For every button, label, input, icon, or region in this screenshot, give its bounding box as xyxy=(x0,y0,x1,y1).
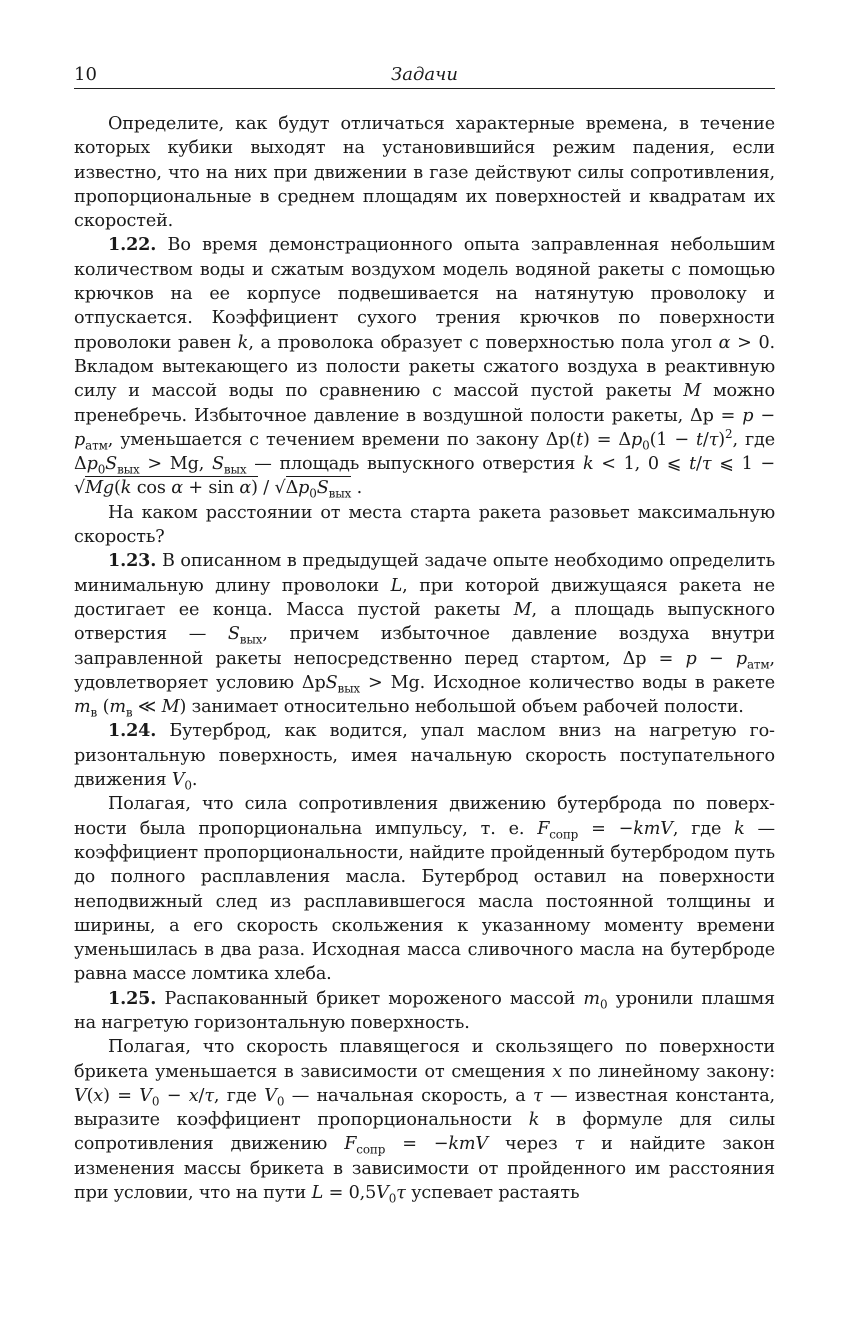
problem-number-1-25: 1.25. xyxy=(108,987,157,1009)
problem-1-25-body: Полагая, что скорость плавящегося и скользящего по поверхности брикета уменьшается в зависимости от смещения x по линейному закону: $V(x) = V_0 - x/\tau$, где $V_0$ — начальная скорость, а τ — известная константа, выразите коэффициент пропорциональности k в формуле для силы сопротивления движению $F_{сопр} = -kmV$ через τ и найдите закон изменения массы брикета в зависимости от пройденного им расстояния при условии, что на пути $L = 0,5V_0\tau$ успевает растаять xyxy=(74,1037,775,1206)
problem-1-22-question: На каком расстоянии от места старта ракета разовьет максимальную скорость? xyxy=(74,502,775,548)
problem-1-22 xyxy=(74,233,775,500)
page-number: 10 xyxy=(74,64,97,85)
page-header xyxy=(74,58,775,89)
page-body xyxy=(74,112,775,1205)
problem-number-1-23: 1.23. xyxy=(108,550,157,572)
problem-number-1-24: 1.24. xyxy=(108,720,157,742)
paragraph-1-21-end: Определите, как будут отличаться характерные времена, в течение которых кубики выходят на установившийся режим падения, если известно, что на них при движении в газе действуют силы сопротивления, пропорциональные в среднем площадям их поверхностей и квадратам их скоростей. xyxy=(74,114,775,232)
problem-1-23-text: В описанном в предыдущей задаче опыте необходимо определить минимальную длину проволоки L, при которой движущаяся ракета не достигает ее конца. Масса пустой ракеты M, а площадь выпускного отверстия — $S_{вых}$, причем избыточное давление воздуха внутри заправленной ракеты непосредственно перед стартом, $\Delta p = p - p_{атм}$, удовлетворяет условию ΔpS$_{вых}$ > Mg. Исходное количество воды в ракете $m_в$ ($m_в$ ≪ M) занимает относительно небольшой объем рабочей полости. xyxy=(74,551,776,720)
problem-1-25 xyxy=(74,987,775,1036)
problem-1-24 xyxy=(74,719,775,792)
problem-1-24-body: Полагая, что сила сопротивления движению бутерброда по поверхности была пропорциональна импульсу, т. е. $F_{сопр} = -kmV$, где k — коэффициент пропорциональности, найдите пройденный бутербродом путь до полного расплавления масла. Бутерброд оставил на поверхности неподвижный след из расплавившегося масла постоянной толщины и ширины, а его скорость скольжения к указанному моменту времени уменьшилась в два раза. Исходная масса сливочного масла на бутерброде равна массе ломтика хлеба. xyxy=(74,794,776,985)
problem-1-23 xyxy=(74,549,775,719)
problem-1-22-text: Во время демонстрационного опыта заправленная небольшим количеством воды и сжатым воздухом модель водяной ракеты с помощью крючков на ее корпусе подвешивается на натянутую проволоку и отпускается. Коэффициент сухого трения крючков по поверхности проволоки равен k, а проволока образует с поверхностью пола угол α > 0. Вкладом вытекающего из полости ракеты сжатого воздуха в реактивную силу и массой воды по сравнению с массой пустой ракеты M можно пренебречь. Избыточное давление в воздушной полости ракеты, $\Delta p = p - p_{атм}$, уменьшается с течением времени по закону $\Delta p(t) = \Delta p_0(1 - t/\tau)^2$, где $\Delta p_0S_{вых} > Mg$, $S_{вых}$ — площадь выпускного отверстия k < 1, 0 ⩽ t/τ ⩽ 1 − √Mg(k $\cos \alpha + \sin \alpha) / √\Delta p_0S_{вых}$ . xyxy=(74,235,775,501)
problem-1-24-text: Бутерброд, как водится, упал маслом вниз на нагретую горизонтальную поверхность, имея начальную скорость поступательного движения $V_0$. xyxy=(74,721,775,793)
problem-number-1-22: 1.22. xyxy=(108,234,157,256)
problem-1-25-text: Распакованный брикет мороженого массой $m_0$ уронили плашмя на нагретую горизонтальную поверхность. xyxy=(74,988,775,1033)
running-title: Задачи xyxy=(391,64,458,85)
